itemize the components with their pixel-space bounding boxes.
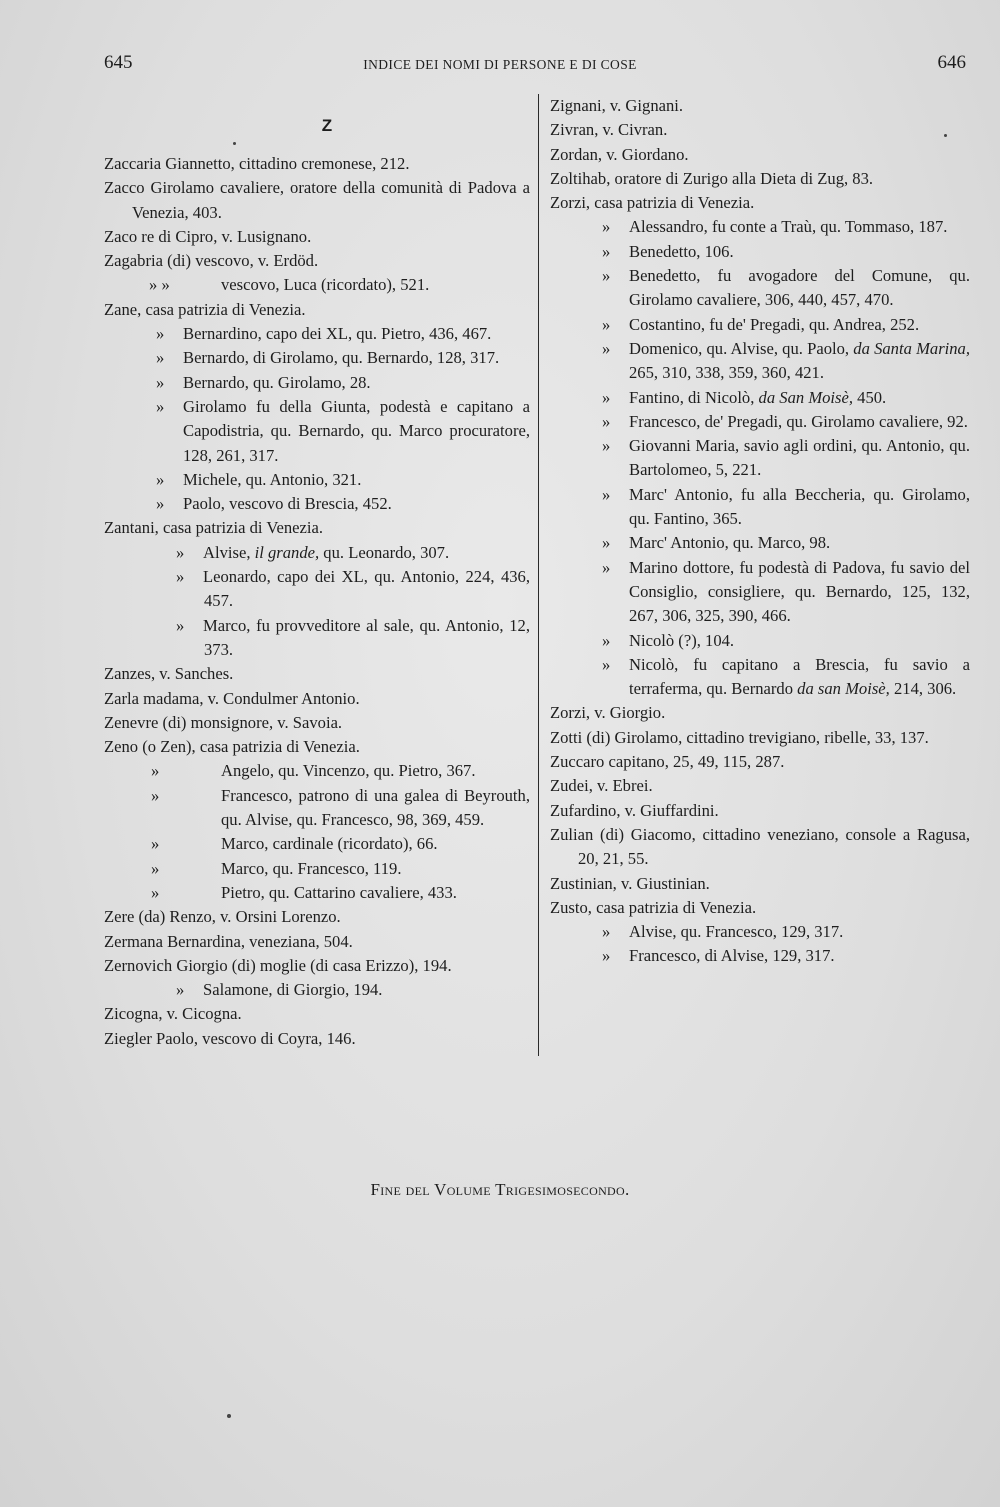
ditto-mark: »: [151, 882, 160, 902]
ditto-mark: »: [602, 946, 611, 966]
entry-text: Zaco re di Cipro, v. Lusignano.: [104, 226, 312, 246]
entry-text: 214, 306.: [889, 679, 957, 699]
entry-text: Salamone, di Giorgio, 194.: [203, 980, 383, 1000]
entry-text: 450.: [853, 387, 887, 407]
index-entry: [104, 614, 530, 663]
entry-text-italic: da Santa Marina,: [853, 338, 971, 358]
section-letter: Z: [321, 116, 333, 135]
index-entry: [104, 225, 530, 249]
ditto-mark: »: [156, 372, 165, 392]
ditto-mark: »: [151, 761, 160, 781]
entry-text: Francesco, patrono di una galea di Beyrouth, qu. Alvise, qu. Francesco, 98, 369, 459.: [221, 785, 530, 830]
index-entry: [550, 264, 970, 313]
entry-text: Leonardo, capo dei XL, qu. Antonio, 224, 436, 457.: [203, 567, 530, 611]
ditto-mark: »: [602, 654, 611, 674]
index-entry: [550, 629, 970, 653]
ditto-mark: »: [602, 533, 611, 553]
index-entry: [104, 954, 530, 978]
ditto-mark: »: [151, 834, 160, 854]
index-entry: [104, 930, 530, 954]
ditto-mark: »: [156, 396, 165, 416]
entry-text: Zordan, v. Giordano.: [550, 144, 689, 164]
column-divider: [538, 94, 539, 1056]
entry-text-italic: il grande,: [254, 542, 320, 562]
entry-text: Zacco Girolamo cavaliere, oratore della comunità di Padova a Venezia, 403.: [104, 178, 530, 222]
entry-text: Zere (da) Renzo, v. Orsini Lorenzo.: [104, 907, 341, 927]
ditto-mark: »: [602, 217, 611, 237]
index-entry: [104, 1002, 530, 1026]
ditto-mark: »: [602, 557, 611, 577]
entry-text: 265, 310, 338, 359, 360, 421.: [629, 363, 824, 383]
entry-text: Domenico, qu. Alvise, qu. Paolo,: [629, 338, 854, 358]
ditto-mark: »: [151, 858, 160, 878]
index-entry: [104, 735, 530, 759]
ditto-mark: »: [176, 542, 185, 562]
entry-text: Alvise,: [203, 542, 255, 562]
entry-text: Zulian (di) Giacomo, cittadino veneziano, console a Ragusa, 20, 21, 55.: [550, 824, 970, 869]
speck: [233, 142, 236, 145]
entry-text: Zicogna, v. Cicogna.: [104, 1004, 242, 1024]
index-entry: [104, 662, 530, 686]
index-entry: [550, 313, 970, 337]
end-of-volume-text: Fine del Volume Trigesimosecondo.: [370, 1180, 630, 1199]
index-entry: [104, 541, 530, 565]
entry-text: Marc' Antonio, fu alla Beccheria, qu. Girolamo, qu. Fantino, 365.: [629, 484, 970, 529]
index-column-left: [104, 94, 530, 1051]
index-entry: [550, 483, 970, 532]
page-header: [0, 52, 1000, 82]
index-entry: [550, 143, 970, 167]
index-entry: [104, 881, 530, 905]
index-entry: [104, 152, 530, 176]
entry-text: Zaccaria Giannetto, cittadino cremonese, 212.: [104, 154, 410, 173]
entry-text: Benedetto, fu avogadore del Comune, qu. Girolamo cavaliere, 306, 440, 457, 470.: [629, 266, 970, 310]
index-entry: [104, 322, 530, 346]
entry-text: Michele, qu. Antonio, 321.: [183, 469, 362, 489]
ditto-mark: »: [156, 348, 165, 368]
entry-text: Marc' Antonio, qu. Marco, 98.: [629, 533, 831, 553]
entry-text: Nicolò, fu capitano a Brescia, fu savio a terraferma, qu. Bernardo: [629, 654, 970, 699]
entry-text: Giovanni Maria, savio agli ordini, qu. Antonio, qu. Bartolomeo, 5, 221.: [629, 436, 970, 480]
entry-text: Paolo, vescovo di Brescia, 452.: [183, 494, 392, 514]
index-entry: [550, 872, 970, 896]
entry-text: Marino dottore, fu podestà di Padova, fu savio del Consiglio, consigliere, qu. Bernardo, 125, 132, 267, 306, 325, 390, 466.: [629, 557, 970, 626]
entry-text: Nicolò (?), 104.: [629, 630, 735, 650]
index-entry: [550, 118, 970, 142]
index-entry: [550, 920, 970, 944]
entry-text: Fantino, di Nicolò,: [629, 387, 759, 407]
index-entry: [550, 386, 970, 410]
entry-text: Zivran, v. Civran.: [550, 120, 668, 140]
ditto-mark: »: [176, 567, 185, 587]
index-entry: [104, 249, 530, 273]
entry-text: Zustinian, v. Giustinian.: [550, 873, 710, 893]
index-entry: [550, 167, 970, 191]
entry-text: Costantino, fu de' Pregadi, qu. Andrea, 252.: [629, 314, 920, 334]
entry-text: qu. Leonardo, 307.: [319, 542, 450, 562]
ditto-mark: »: [602, 387, 611, 407]
ditto-mark: »: [602, 630, 611, 650]
index-entry: [104, 273, 530, 297]
entry-text: Zernovich Giorgio (di) moglie (di casa Erizzo), 194.: [104, 955, 452, 975]
page-number-left: 645: [104, 52, 133, 73]
ditto-mark: »: [602, 241, 611, 261]
entry-text: Bernardino, capo dei XL, qu. Pietro, 436, 467.: [183, 324, 492, 344]
index-entry: [550, 701, 970, 725]
entry-text-italic: da San Moisè,: [758, 387, 854, 407]
ditto-mark: »: [151, 785, 160, 805]
ditto-mark: »: [602, 314, 611, 334]
entry-text: Pietro, qu. Cattarino cavaliere, 433.: [221, 882, 457, 902]
ditto-mark: »: [602, 922, 611, 942]
entry-text: Alessandro, fu conte a Traù, qu. Tommaso, 187.: [629, 217, 948, 237]
entry-text: Zusto, casa patrizia di Venezia.: [550, 897, 757, 917]
index-entry: [550, 531, 970, 555]
entry-text: Bernardo, qu. Girolamo, 28.: [183, 372, 371, 392]
index-entry: [550, 337, 970, 386]
index-entry: [104, 176, 530, 225]
index-entry: [104, 978, 530, 1002]
entry-text: Benedetto, 106.: [629, 241, 734, 261]
index-entry: [550, 799, 970, 823]
index-entry: [104, 346, 530, 370]
entry-text: Ziegler Paolo, vescovo di Coyra, 146.: [104, 1028, 356, 1048]
ditto-mark: »: [156, 324, 165, 344]
entry-text: Zufardino, v. Giuffardini.: [550, 800, 719, 820]
entry-text-italic: da san Moisè,: [797, 679, 890, 699]
ditto-mark: »: [176, 980, 185, 1000]
entry-text: vescovo, Luca (ricordato), 521.: [221, 275, 430, 295]
index-entry: [104, 905, 530, 929]
index-entry: [550, 191, 970, 215]
entry-text: Zorzi, casa patrizia di Venezia.: [550, 193, 755, 213]
speck: [944, 134, 947, 137]
index-entry: [104, 832, 530, 856]
index-entry: [550, 556, 970, 629]
entry-text: Zantani, casa patrizia di Venezia.: [104, 518, 323, 538]
entry-text: Girolamo fu della Giunta, podestà e capitano a Capodistria, qu. Bernardo, qu. Marco procuratore, 128, 261, 317.: [183, 396, 530, 465]
ditto-mark: »: [176, 615, 185, 635]
entry-text: Zagabria (di) vescovo, v. Erdöd.: [104, 251, 319, 271]
entry-text: Marco, qu. Francesco, 119.: [221, 858, 402, 878]
index-entry: [104, 687, 530, 711]
entry-text: Alvise, qu. Francesco, 129, 317.: [629, 922, 844, 942]
ditto-mark: »: [602, 484, 611, 504]
ditto-mark: »: [602, 338, 611, 358]
entry-text: Marco, cardinale (ricordato), 66.: [221, 834, 438, 854]
entry-text: Zarla madama, v. Condulmer Antonio.: [104, 688, 360, 708]
entry-text: Bernardo, di Girolamo, qu. Bernardo, 128, 317.: [183, 348, 500, 368]
entry-text: Marco, fu provveditore al sale, qu. Antonio, 12, 373.: [203, 615, 530, 659]
index-entry: [104, 371, 530, 395]
index-entry: [104, 711, 530, 735]
entry-text: Zignani, v. Gignani.: [550, 96, 684, 115]
running-title: INDICE DEI NOMI DI PERSONE E DI COSE: [363, 57, 637, 72]
index-entry: [550, 774, 970, 798]
entry-text: Zudei, v. Ebrei.: [550, 776, 653, 796]
index-entry: [104, 857, 530, 881]
index-entry: [104, 395, 530, 468]
ditto-mark: »: [156, 469, 165, 489]
page-number-right: 646: [937, 52, 966, 73]
index-entry: [550, 94, 970, 118]
index-entry: [104, 1027, 530, 1051]
index-entry: [104, 298, 530, 322]
entry-text: Angelo, qu. Vincenzo, qu. Pietro, 367.: [221, 761, 476, 781]
entry-text: Zoltihab, oratore di Zurigo alla Dieta di Zug, 83.: [550, 168, 874, 188]
index-entry: [550, 215, 970, 239]
index-entry: [104, 492, 530, 516]
entry-text: Zanzes, v. Sanches.: [104, 664, 234, 684]
end-of-volume-note: [0, 1180, 1000, 1200]
ditto-mark: » »: [149, 275, 170, 295]
index-entry: [550, 750, 970, 774]
entry-text: Zeno (o Zen), casa patrizia di Venezia.: [104, 737, 360, 757]
entry-text: Zotti (di) Girolamo, cittadino trevigiano, ribelle, 33, 137.: [550, 727, 929, 747]
index-entry: [550, 410, 970, 434]
ditto-mark: »: [602, 266, 611, 286]
index-entry: [104, 759, 530, 783]
index-entry: [550, 896, 970, 920]
index-column-right: [550, 94, 970, 969]
entry-text: Zuccaro capitano, 25, 49, 115, 287.: [550, 752, 785, 772]
index-entry: [550, 653, 970, 702]
entry-text: Zane, casa patrizia di Venezia.: [104, 299, 306, 319]
entry-text: Zenevre (di) monsignore, v. Savoia.: [104, 712, 343, 732]
entry-text: Zorzi, v. Giorgio.: [550, 703, 666, 723]
ditto-mark: »: [156, 494, 165, 514]
index-entry: [550, 823, 970, 872]
entry-text: Zermana Bernardina, veneziana, 504.: [104, 931, 353, 951]
index-entry: [104, 565, 530, 614]
index-entry: [104, 784, 530, 833]
ditto-mark: »: [602, 436, 611, 456]
entry-text: Francesco, de' Pregadi, qu. Girolamo cavaliere, 92.: [629, 411, 968, 431]
speck: [227, 1414, 231, 1418]
index-entry: [104, 468, 530, 492]
ditto-mark: »: [602, 411, 611, 431]
index-entry: [104, 516, 530, 540]
index-entry: [550, 240, 970, 264]
entry-text: Francesco, di Alvise, 129, 317.: [629, 946, 835, 966]
index-entry: [550, 944, 970, 968]
index-entry: [550, 434, 970, 483]
index-entry: [550, 726, 970, 750]
